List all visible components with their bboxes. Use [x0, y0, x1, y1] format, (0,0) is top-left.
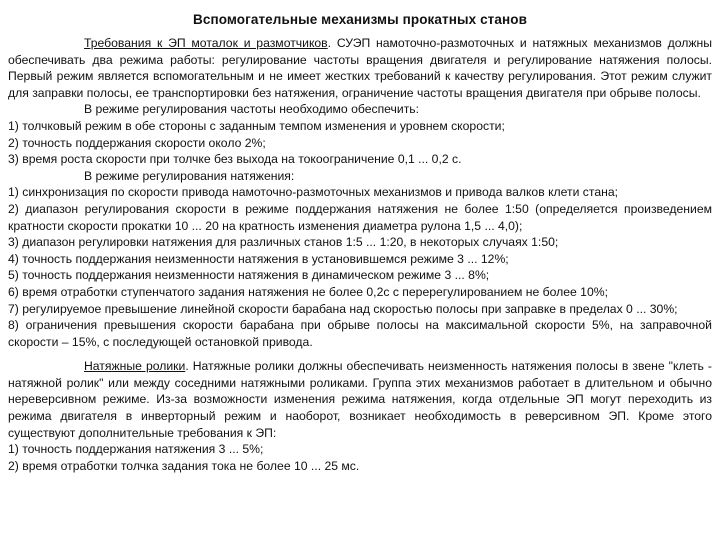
section1-heading: Требования к ЭП моталок и размотчиков [84, 36, 328, 50]
section1-intro-paragraph [8, 35, 712, 101]
list-item: 3) время роста скорости при толчке без выхода на токоограничение 0,1 ... 0,2 с. [8, 152, 462, 167]
list-item: 5) точность поддержания неизменности натяжения в динамическом режиме 3 ... 8%; [8, 268, 490, 283]
list-item: 2) время отработки толчка задания тока не более 10 ... 25 мс. [8, 458, 360, 473]
list-item: 2) точность поддержания скорости около 2%; [8, 135, 266, 150]
section2-intro-text: . Натяжные ролики должны обеспечивать неизменность натяжения полосы в звене "клеть - натяжной ролик" или между соседними натяжными роликами. Группа этих механизмов работает в длительном и обычно нереверсивном режиме. Из-за возможности изменения режима натяжения, когда отдельные ЭП могут переходить из режима двигателя в инверторный режим и наоборот, возникает необходимость в реверсивном ЭП. Кроме этого существуют дополнительные требования к ЭП: [8, 359, 712, 440]
page-title: Вспомогательные механизмы прокатных станов [192, 12, 528, 27]
list-item: 4) точность поддержания неизменности натяжения в установившемся режиме 3 ... 12%; [8, 251, 509, 266]
list-item: 2) диапазон регулирования скорости в режиме поддержания натяжения не более 1:50 (определяется произведением кратности скорости прокатки 10 ... 20 на кратность изменения диаметра рулона 1,5 ... 4,0); [8, 201, 712, 233]
list-item: 8) ограничения превышения скорости барабана при обрыве полосы на максимальной скорости 5%, на заправочной скорости – 15%, с последующей остановкой привода. [8, 318, 712, 349]
freq-lead: В режиме регулирования частоты необходимо обеспечить: [84, 102, 420, 117]
list-item: 3) диапазон регулировки натяжения для различных станов 1:5 ... 1:20, в некоторых случаях 1:50; [8, 235, 559, 250]
list-item: 1) точность поддержания натяжения 3 ... 5%; [8, 442, 264, 457]
section-gap [8, 350, 712, 358]
list-item: 6) время отработки ступенчатого задания натяжения не более 0,2с с перерегулированием не более 10%; [8, 284, 608, 299]
section1-intro-text: . СУЭП намоточно-размоточных и натяжных механизмов должны обеспечивать два режима работы: регулирование частоты вращения двигателя и регулирование натяжения полосы. Первый режим является вспомогательным и не имеет жестких требований к качеству регулирования. Этот режим служит для заправки полосы, ее транспортировки без натяжения, ограничение частоты вращения двигателя при обрыве полосы. [8, 36, 713, 100]
section2-heading: Натяжные ролики [84, 359, 186, 374]
list-item: 7) регулируемое превышение линейной скорости барабана над скоростью полосы при заправке в пределах 0 ... 30%; [8, 301, 678, 316]
list-item: 1) толчковый режим в обе стороны с заданным темпом изменения и уровнем скорости; [8, 118, 505, 133]
tension-lead: В режиме регулирования натяжения: [84, 168, 295, 183]
section2-intro-paragraph [8, 358, 712, 441]
list-item: 1) синхронизация по скорости привода намоточно-размоточных механизмов и привода валков клети стана; [8, 185, 619, 200]
